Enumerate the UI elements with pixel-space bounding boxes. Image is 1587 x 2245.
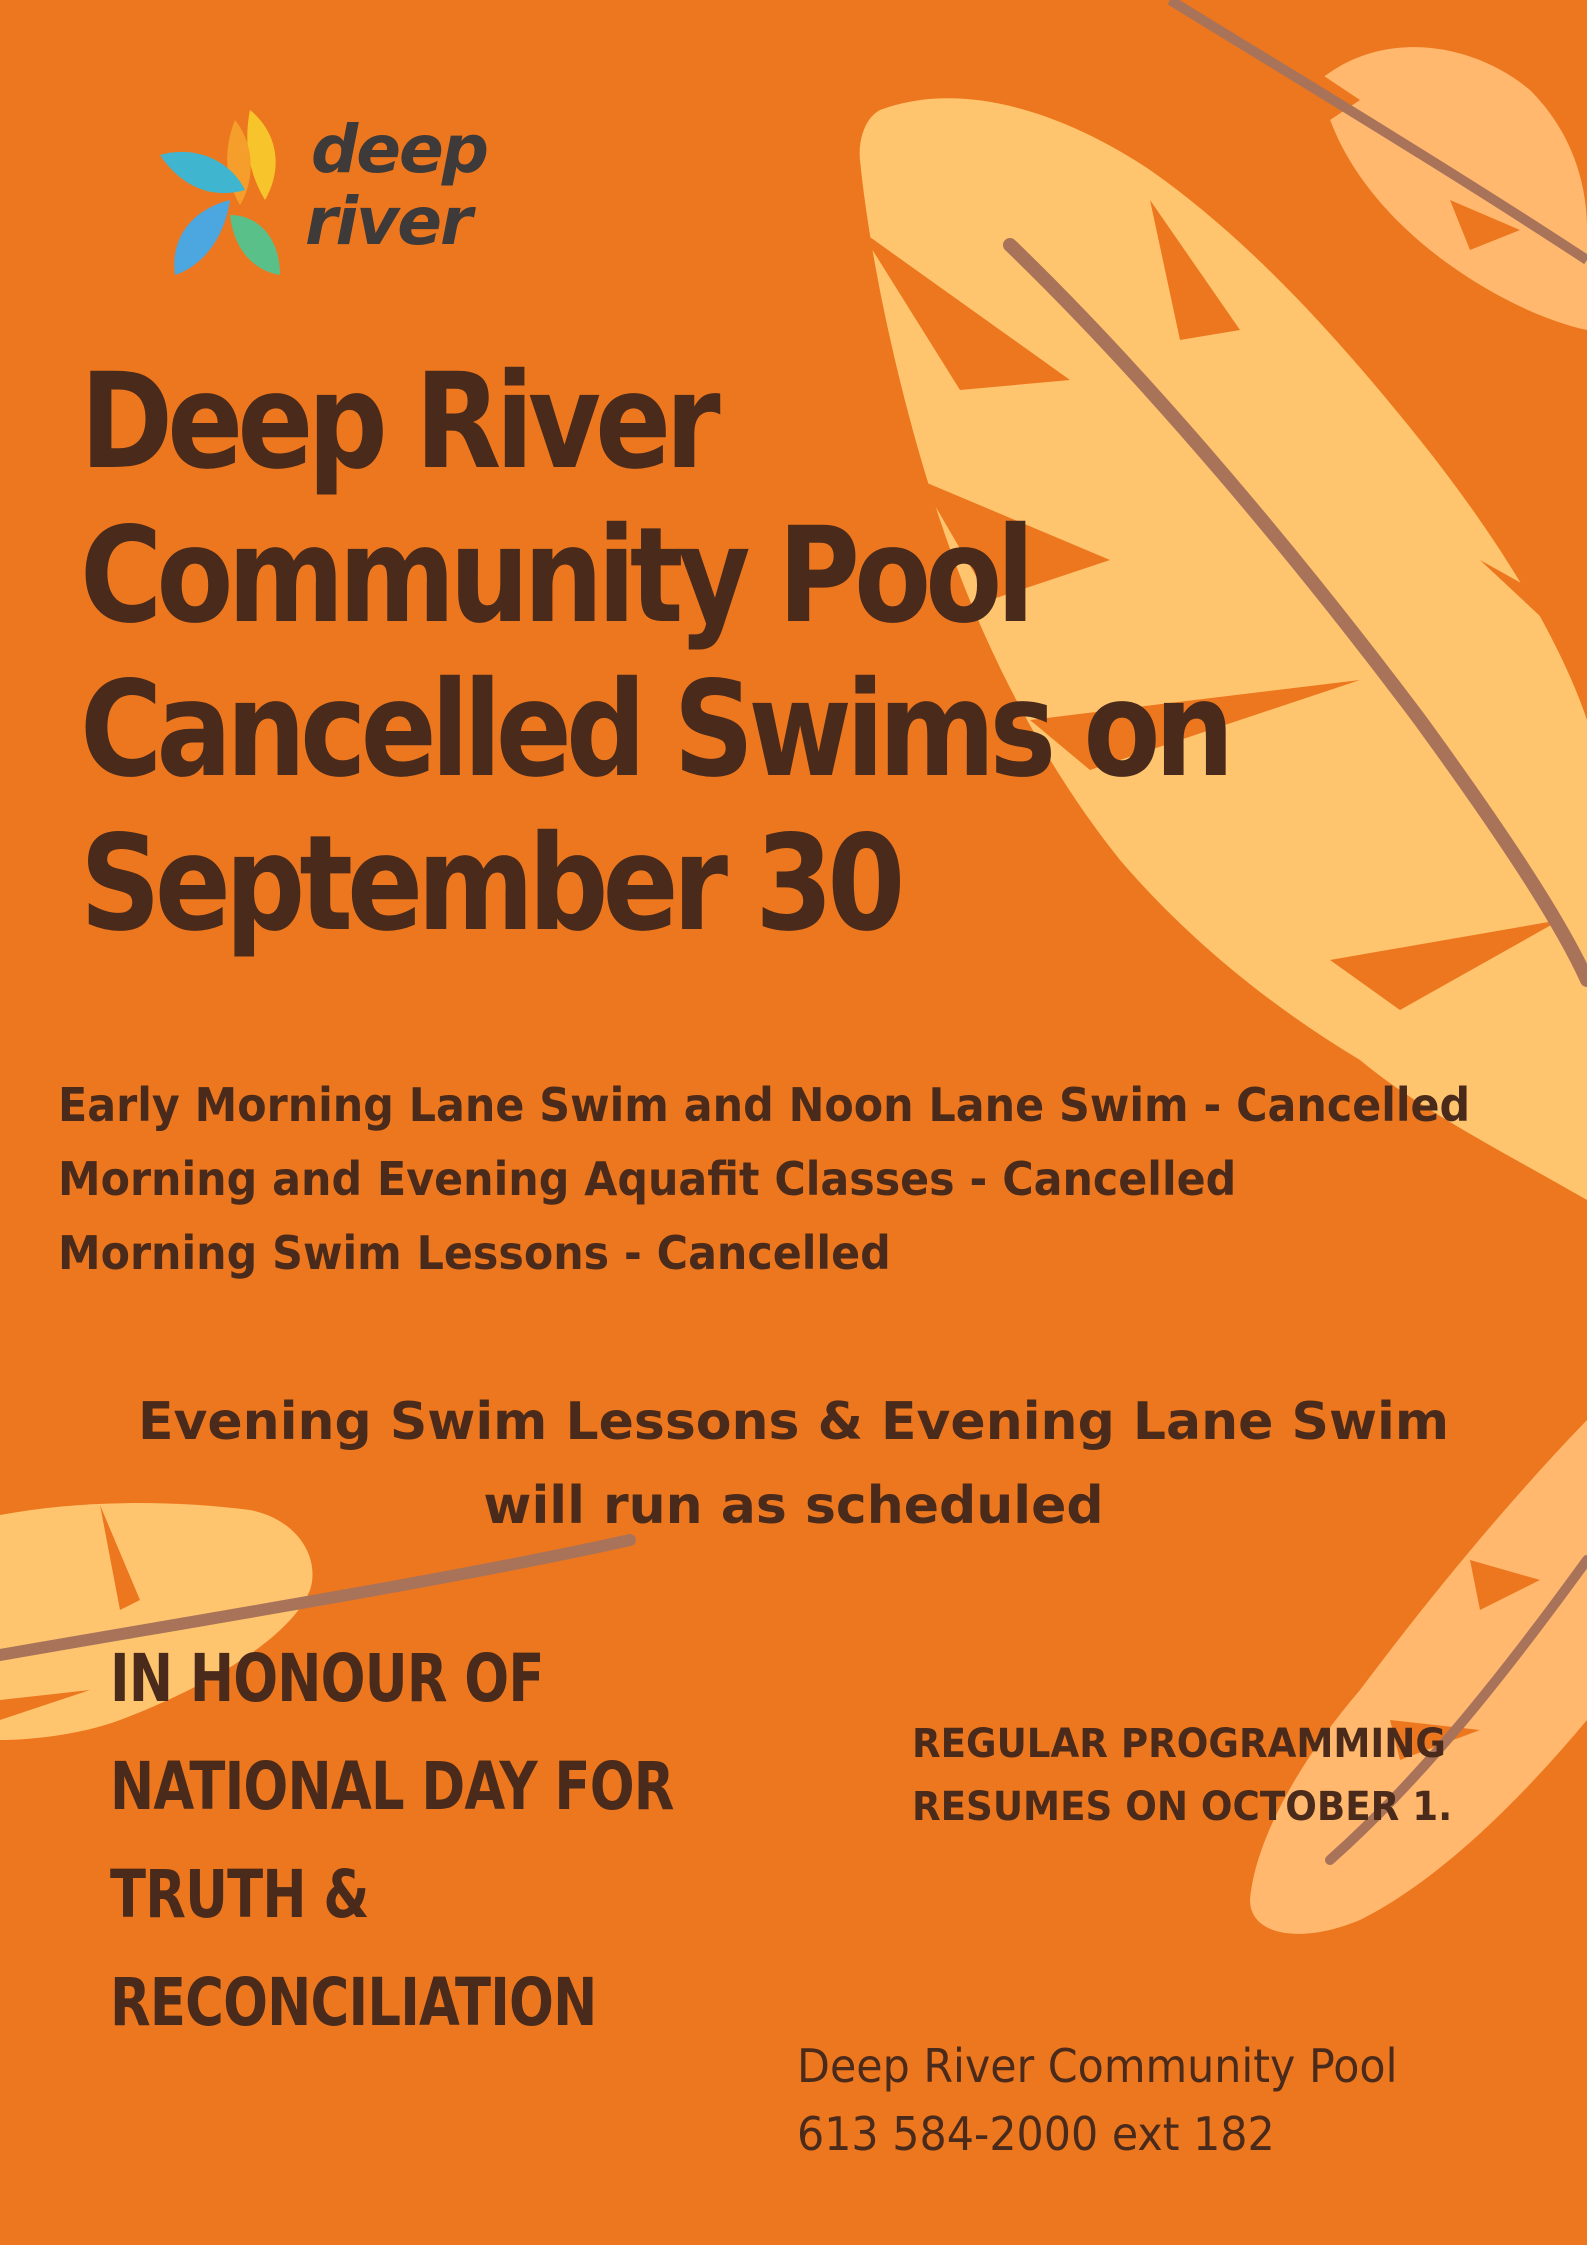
resume-line-1: REGULAR PROGRAMMING	[912, 1721, 1446, 1767]
cancellation-item: Morning Swim Lessons - Cancelled	[58, 1226, 891, 1280]
logo-word-river: river	[305, 183, 471, 260]
title-line-1: Deep River	[80, 345, 715, 499]
cancellation-item: Morning and Evening Aquafit Classes - Cancelled	[58, 1152, 1237, 1206]
honour-line-1: IN HONOUR OF	[110, 1640, 544, 1717]
scheduled-line-2: will run as scheduled	[483, 1476, 1104, 1536]
logo-word-deep: deep	[311, 111, 488, 188]
resume-notice	[912, 1713, 1452, 1839]
leaf-logo-icon	[155, 105, 295, 285]
resume-line-2: RESUMES ON OCTOBER 1.	[912, 1784, 1453, 1830]
title-line-3: Cancelled Swims on	[80, 653, 1229, 807]
page-title	[80, 345, 1229, 961]
contact-name: Deep River Community Pool	[797, 2039, 1398, 2093]
scheduled-notice	[0, 1380, 1587, 1548]
honour-statement	[110, 1625, 674, 2057]
contact-info	[797, 2032, 1397, 2168]
contact-phone: 613 584-2000 ext 182	[797, 2107, 1275, 2161]
honour-line-2: NATIONAL DAY FOR	[110, 1748, 674, 1825]
title-line-4: September 30	[80, 807, 900, 961]
honour-line-4: RECONCILIATION	[110, 1964, 597, 2041]
honour-line-3: TRUTH &	[110, 1856, 369, 1933]
cancellation-list	[58, 1068, 1470, 1290]
scheduled-line-1: Evening Swim Lessons & Evening Lane Swim	[137, 1392, 1450, 1452]
cancellation-item: Early Morning Lane Swim and Noon Lane Swim - Cancelled	[58, 1078, 1471, 1132]
deep-river-logo	[155, 105, 488, 285]
title-line-2: Community Pool	[80, 499, 1029, 653]
